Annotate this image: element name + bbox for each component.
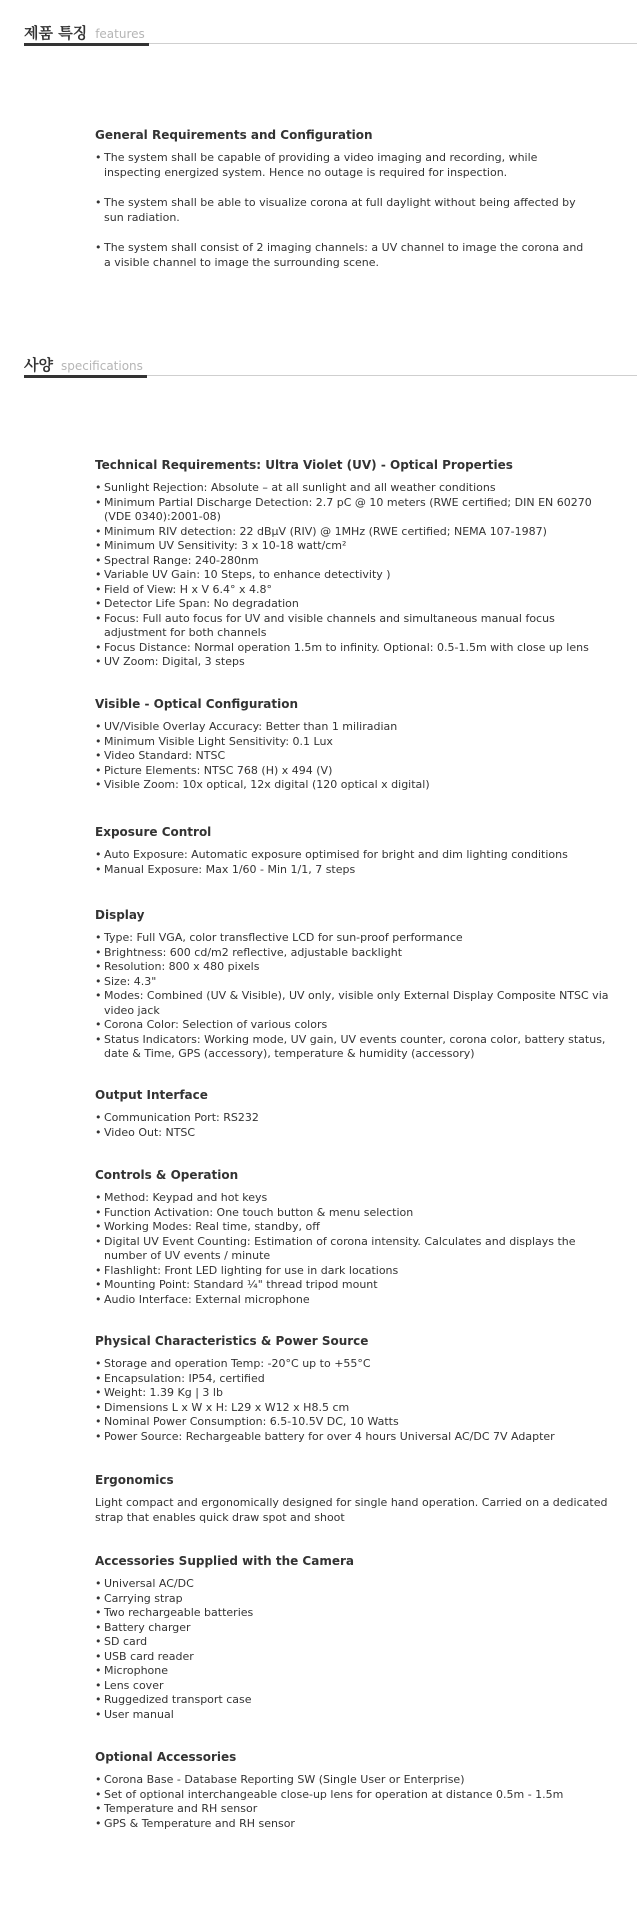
- list-item: • Encapsulation: IP54, certified: [95, 1372, 615, 1387]
- list-item: • Carrying strap: [95, 1592, 615, 1607]
- list-item: • Sunlight Rejection: Absolute – at all sunlight and all weather conditions: [95, 481, 615, 496]
- list-item: • GPS & Temperature and RH sensor: [95, 1817, 615, 1832]
- list-item: • Focus Distance: Normal operation 1.5m to infinity. Optional: 0.5-1.5m with close up lens: [95, 641, 615, 656]
- list-item: • Minimum Partial Discharge Detection: 2.7 pC @ 10 meters (RWE certified; DIN EN 60270 (VDE 0340):2001-08): [95, 496, 615, 525]
- list-item: • The system shall consist of 2 imaging channels: a UV channel to image the corona and a visible channel to image the surrounding scene.: [95, 241, 590, 270]
- exposure-control-section: [95, 825, 615, 877]
- output-list: [95, 1111, 615, 1140]
- physical-list: [95, 1357, 615, 1444]
- list-item: • Video Standard: NTSC: [95, 749, 615, 764]
- list-item: • The system shall be able to visualize corona at full daylight without being affected by sun radiation.: [95, 196, 590, 225]
- list-item: • Picture Elements: NTSC 768 (H) x 494 (V): [95, 764, 615, 779]
- list-item: • Set of optional interchangeable close-up lens for operation at distance 0.5m - 1.5m: [95, 1788, 615, 1803]
- controls-operation-section: [95, 1168, 615, 1307]
- list-item: • The system shall be capable of providing a video imaging and recording, while inspecting energized system. Hence no outage is required for inspection.: [95, 151, 590, 180]
- list-item: • Status Indicators: Working mode, UV gain, UV events counter, corona color, battery status, date & Time, GPS (accessory), temperature & humidity (accessory): [95, 1033, 615, 1062]
- list-item: • User manual: [95, 1708, 615, 1723]
- general-requirements-section: [95, 128, 590, 286]
- list-item: • Spectral Range: 240-280nm: [95, 554, 615, 569]
- list-item: • Manual Exposure: Max 1/60 - Min 1/1, 7 steps: [95, 863, 615, 878]
- uv-list: [95, 481, 615, 670]
- visible-list: [95, 720, 615, 793]
- features-section-header: [24, 18, 637, 44]
- section-heading: Optional Accessories: [95, 1750, 237, 1764]
- features-title-english: features: [95, 27, 145, 41]
- list-item: • SD card: [95, 1635, 615, 1650]
- list-item: • USB card reader: [95, 1650, 615, 1665]
- accessories-section: [95, 1554, 615, 1722]
- section-heading: Controls & Operation: [95, 1168, 239, 1182]
- list-item: • Lens cover: [95, 1679, 615, 1694]
- list-item: • Corona Color: Selection of various colors: [95, 1018, 615, 1033]
- list-item: • UV Zoom: Digital, 3 steps: [95, 655, 615, 670]
- list-item: • Working Modes: Real time, standby, off: [95, 1220, 615, 1235]
- optional-list: [95, 1773, 615, 1831]
- section-heading: General Requirements and Configuration: [95, 128, 373, 142]
- list-item: • Corona Base - Database Reporting SW (Single User or Enterprise): [95, 1773, 615, 1788]
- list-item: • Focus: Full auto focus for UV and visible channels and simultaneous manual focus adjustment for both channels: [95, 612, 615, 641]
- section-heading: Visible - Optical Configuration: [95, 697, 299, 711]
- list-item: • Battery charger: [95, 1621, 615, 1636]
- specifications-title: [24, 354, 147, 378]
- list-item: • Power Source: Rechargeable battery for over 4 hours Universal AC/DC 7V Adapter: [95, 1430, 615, 1445]
- list-item: • Audio Interface: External microphone: [95, 1293, 615, 1308]
- list-item: • Visible Zoom: 10x optical, 12x digital (120 optical x digital): [95, 778, 615, 793]
- list-item: • Weight: 1.39 Kg | 3 lb: [95, 1386, 615, 1401]
- physical-power-section: [95, 1334, 615, 1444]
- list-item: • Type: Full VGA, color transflective LCD for sun-proof performance: [95, 931, 615, 946]
- ergonomics-text: Light compact and ergonomically designed for single hand operation. Carried on a dedicated strap that enables quick draw spot and shoot: [95, 1496, 608, 1524]
- list-item: • Ruggedized transport case: [95, 1693, 615, 1708]
- general-list: [95, 151, 590, 270]
- list-item: • Mounting Point: Standard ¼" thread tripod mount: [95, 1278, 615, 1293]
- section-heading: Output Interface: [95, 1088, 208, 1102]
- optional-accessories-section: [95, 1750, 615, 1831]
- features-title-korean: 제품 특징: [24, 24, 88, 42]
- list-item: • Size: 4.3": [95, 975, 615, 990]
- list-item: • Field of View: H x V 6.4° x 4.8°: [95, 583, 615, 598]
- list-item: • Microphone: [95, 1664, 615, 1679]
- specifications-title-english: specifications: [60, 359, 143, 373]
- exposure-list: [95, 848, 615, 877]
- section-heading: Technical Requirements: Ultra Violet (UV) - Optical Properties: [95, 458, 513, 472]
- visible-optical-section: [95, 697, 615, 793]
- list-item: • Function Activation: One touch button & menu selection: [95, 1206, 615, 1221]
- list-item: • Modes: Combined (UV & Visible), UV only, visible only External Display Composite NTSC via video jack: [95, 989, 615, 1018]
- list-item: • Nominal Power Consumption: 6.5-10.5V DC, 10 Watts: [95, 1415, 615, 1430]
- features-title: [24, 22, 149, 46]
- specifications-title-korean: 사양: [24, 356, 53, 374]
- section-heading: Exposure Control: [95, 825, 212, 839]
- list-item: • Digital UV Event Counting: Estimation of corona intensity. Calculates and displays the number of UV events / minute: [95, 1235, 615, 1264]
- output-interface-section: [95, 1088, 615, 1140]
- list-item: • Two rechargeable batteries: [95, 1606, 615, 1621]
- list-item: • UV/Visible Overlay Accuracy: Better than 1 miliradian: [95, 720, 615, 735]
- list-item: • Storage and operation Temp: -20°C up to +55°C: [95, 1357, 615, 1372]
- list-item: • Resolution: 800 x 480 pixels: [95, 960, 615, 975]
- section-heading: Accessories Supplied with the Camera: [95, 1554, 354, 1568]
- accessories-list: [95, 1577, 615, 1722]
- list-item: • Universal AC/DC: [95, 1577, 615, 1592]
- list-item: • Brightness: 600 cd/m2 reflective, adjustable backlight: [95, 946, 615, 961]
- list-item: • Dimensions L x W x H: L29 x W12 x H8.5 cm: [95, 1401, 615, 1416]
- specifications-section-header: [24, 350, 637, 376]
- list-item: • Variable UV Gain: 10 Steps, to enhance detectivity ): [95, 568, 615, 583]
- list-item: • Minimum UV Sensitivity: 3 x 10-18 watt/cm²: [95, 539, 615, 554]
- list-item: • Video Out: NTSC: [95, 1126, 615, 1141]
- list-item: • Flashlight: Front LED lighting for use in dark locations: [95, 1264, 615, 1279]
- section-heading: Display: [95, 908, 145, 922]
- list-item: • Detector Life Span: No degradation: [95, 597, 615, 612]
- display-list: [95, 931, 615, 1062]
- list-item: • Auto Exposure: Automatic exposure optimised for bright and dim lighting conditions: [95, 848, 615, 863]
- controls-list: [95, 1191, 615, 1307]
- section-heading: Ergonomics: [95, 1473, 174, 1487]
- list-item: • Minimum Visible Light Sensitivity: 0.1 Lux: [95, 735, 615, 750]
- list-item: • Minimum RIV detection: 22 dBμV (RIV) @ 1MHz (RWE certified; NEMA 107-1987): [95, 525, 615, 540]
- list-item: • Temperature and RH sensor: [95, 1802, 615, 1817]
- display-section: [95, 908, 615, 1062]
- list-item: • Communication Port: RS232: [95, 1111, 615, 1126]
- uv-optical-section: [95, 458, 615, 670]
- list-item: • Method: Keypad and hot keys: [95, 1191, 615, 1206]
- section-heading: Physical Characteristics & Power Source: [95, 1334, 369, 1348]
- ergonomics-section: [95, 1473, 615, 1525]
